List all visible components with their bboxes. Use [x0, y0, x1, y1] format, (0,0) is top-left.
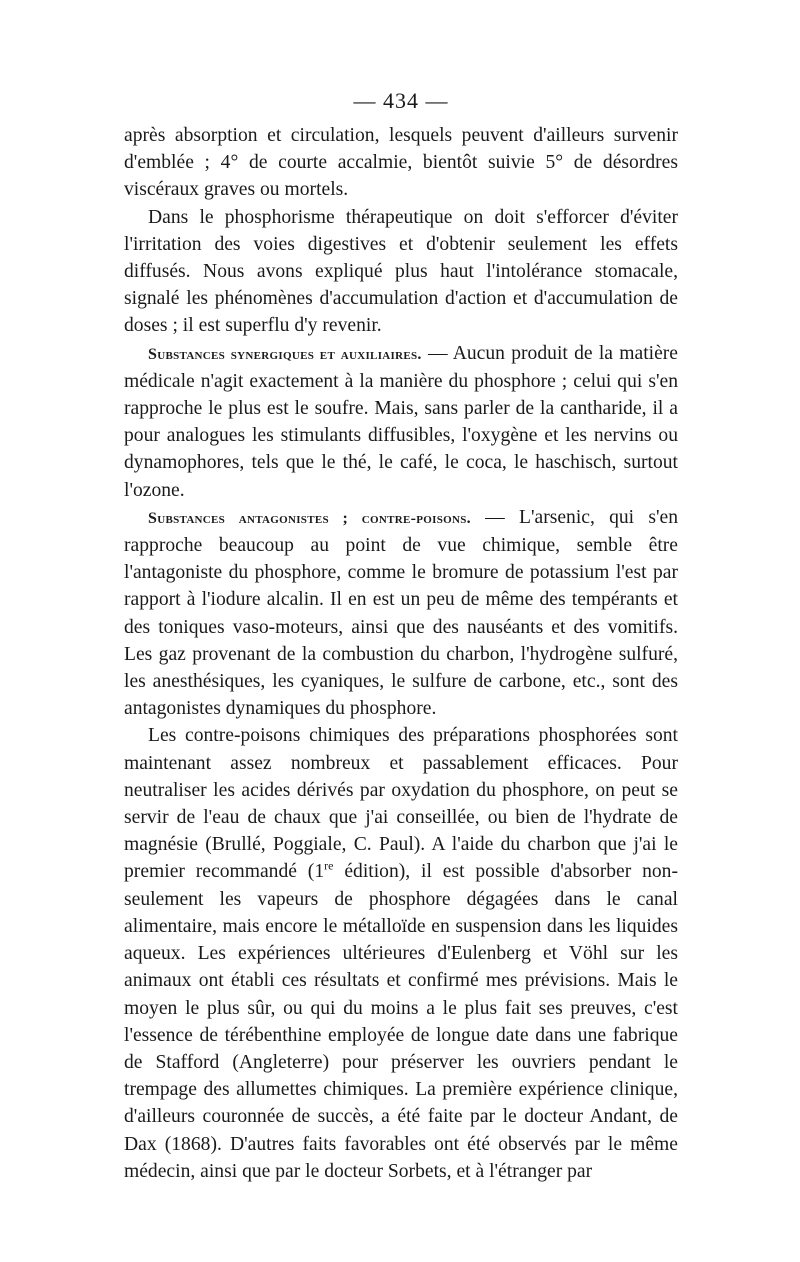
- paragraph-text-continued: édition), il est possible d'absorber non-seulement les vapeurs de phosphore dégagées dans le canal alimentaire, mais encore le métalloïde en suspension dans les liquides aqueux. Les expériences ultérieures d'Eulenberg et Vöhl sur les animaux ont établi ces résultats et confirmé mes prévisions. Mais le moyen le plus sûr, ou qui du moins a le plus fait ses preuves, c'est l'essence de térébenthine employée de longue date dans une fabrique de Stafford (Angleterre) pour préserver les ouvriers pendant le trempage des allumettes chimiques. La première expérience clinique, d'ailleurs couronnée de succès, a été faite par le docteur Andant, de Dax (1868). D'autres faits favorables ont été observés par le même médecin, ainsi que par le docteur Sorbets, et à l'étranger par: [124, 861, 678, 1182]
- paragraph-4: [124, 504, 678, 723]
- paragraph-text: Les contre-poisons chimiques des préparations phosphorées sont maintenant assez nombreux et passablement efficaces. Pour neutraliser les acides dérivés par oxydation du phosphore, on peut se servir de l'eau de chaux que j'ai conseillée, ou bien de l'hydrate de magnésie (Brullé, Poggiale, C. Paul). A l'aide du charbon que j'ai le premier recommandé (1: [124, 725, 678, 883]
- superscript-edition: re: [324, 858, 334, 873]
- paragraph-text: — L'arsenic, qui s'en rapproche beaucoup au point de vue chimique, semble être l'antagoniste du phosphore, comme le bromure de potassium l'est par rapport à l'iodure alcalin. Il en est un peu de même des tempérants et des toniques vaso-moteurs, ainsi que des nauséants et des vomitifs. Les gaz provenant de la combustion du charbon, l'hydrogène sulfuré, les anesthésiques, les cyaniques, le sulfure de carbone, etc., sont des antagonistes dynamiques du phosphore.: [124, 506, 678, 720]
- page-number: — 434 —: [353, 88, 449, 113]
- paragraph-1: [124, 122, 678, 204]
- paragraph-5: [124, 722, 678, 1184]
- book-page: [124, 86, 678, 1185]
- paragraph-3: [124, 340, 678, 504]
- paragraph-text: — Aucun produit de la matière médicale n'agit exactement à la manière du phosphore ; celui qui s'en rapproche le plus est le soufre. Mais, sans parler de la cantharide, il a pour analogues les stimulants diffusibles, l'oxygène et les nervins ou dynamophores, tels que le thé, le café, le coca, le haschisch, surtout l'ozone.: [124, 342, 678, 501]
- paragraph-text: Dans le phosphorisme thérapeutique on doit s'efforcer d'éviter l'irritation des voies digestives et d'obtenir seulement les effets diffusés. Nous avons expliqué plus haut l'intolérance stomacale, signalé les phénomènes d'accumulation d'action et d'accumulation de doses ; il est superflu d'y revenir.: [124, 206, 678, 337]
- paragraph-2: [124, 204, 678, 340]
- section-heading-antagonistes: Substances antagonistes ; contre-poisons.: [148, 509, 471, 527]
- paragraph-text: après absorption et circulation, lesquels peuvent d'ailleurs survenir d'emblée ; 4° de courte accalmie, bientôt suivie 5° de désordres viscéraux graves ou mortels.: [124, 125, 678, 201]
- section-heading-synergiques: Substances synergiques et auxiliaires.: [148, 345, 422, 363]
